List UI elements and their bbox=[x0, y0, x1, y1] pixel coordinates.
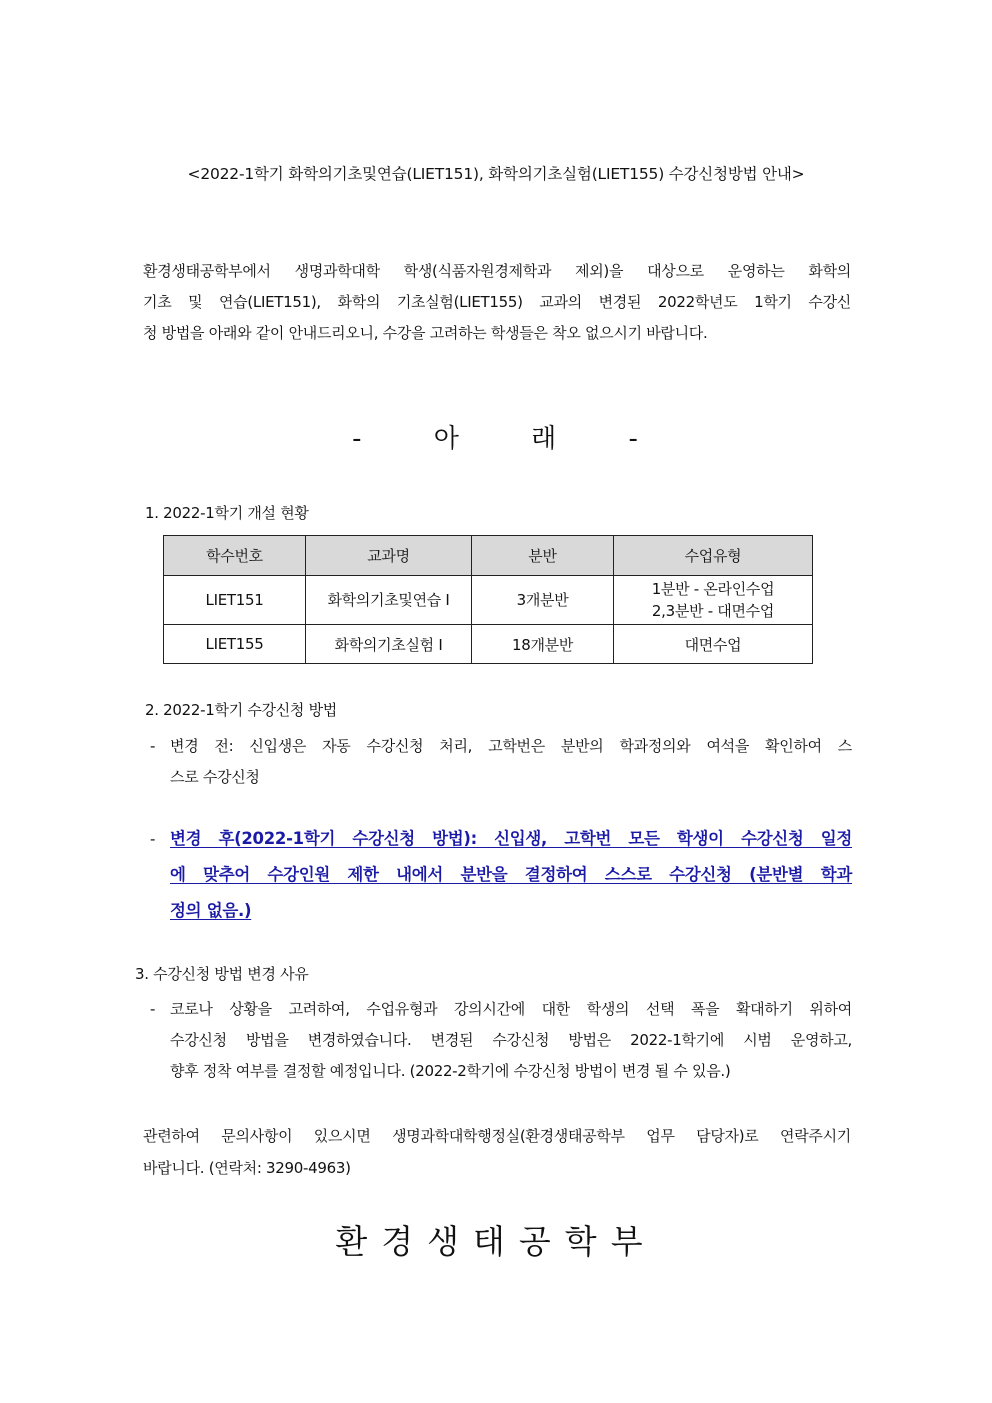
cell-type-line: 1분반 - 온라인수업 bbox=[651, 580, 775, 598]
contact-paragraph bbox=[143, 1120, 851, 1184]
before-change-item bbox=[150, 731, 852, 793]
cell-sections: 3개분반 bbox=[472, 576, 614, 625]
cell-type-line: 2,3분반 - 대면수업 bbox=[651, 602, 775, 620]
bullet-line bbox=[150, 1056, 852, 1087]
intro-paragraph bbox=[143, 256, 851, 349]
reason-item bbox=[150, 994, 852, 1087]
signature: 환경생태공학부 bbox=[335, 1222, 657, 1261]
bullet-line bbox=[150, 731, 852, 762]
section3-heading: 3. 수강신청 방법 변경 사유 bbox=[135, 965, 309, 983]
bullet-line bbox=[150, 857, 852, 893]
bullet-line bbox=[150, 1025, 852, 1056]
dash-marker: - bbox=[150, 830, 156, 848]
cell-type bbox=[614, 576, 813, 625]
intro-line: 청 방법을 아래와 같이 안내드리오니, 수강을 고려하는 학생들은 착오 없으시기 바랍니다. bbox=[143, 324, 708, 342]
dash-marker: - bbox=[150, 1000, 156, 1018]
bullet-line bbox=[150, 821, 852, 857]
bullet-line bbox=[150, 762, 852, 793]
table-header-row bbox=[164, 536, 813, 576]
table-row bbox=[164, 576, 813, 625]
contact-line: 관련하여 문의사항이 있으시면 생명과학대학행정실(환경생태공학부 업무 담당자)로 연락주시기 bbox=[143, 1127, 851, 1145]
before-text: 변경 전: 신입생은 자동 수강신청 처리, 고학번은 분반의 학과정의와 여석을 확인하여 스 bbox=[170, 737, 852, 755]
bullet-line bbox=[150, 893, 852, 929]
section1-heading: 1. 2022-1학기 개설 현황 bbox=[145, 504, 309, 522]
header-sections: 분반 bbox=[472, 536, 614, 576]
cell-course: 화학의기초실험 I bbox=[306, 625, 472, 664]
reason-text: 향후 정착 여부를 결정할 예정입니다. (2022-2학기에 수강신청 방법이 변경 될 수 있음.) bbox=[170, 1062, 731, 1080]
cell-type: 대면수업 bbox=[614, 625, 813, 664]
after-text: 변경 후(2022-1학기 수강신청 방법): 신입생, 고학번 모든 학생이 수강신청 일정 bbox=[170, 829, 852, 848]
header-code: 학수번호 bbox=[164, 536, 306, 576]
cell-code: LIET151 bbox=[164, 576, 306, 625]
notice-heading bbox=[0, 418, 992, 455]
cell-sections: 18개분반 bbox=[472, 625, 614, 664]
contact-line: 바랍니다. (연락처: 3290-4963) bbox=[143, 1159, 351, 1177]
header-type: 수업유형 bbox=[614, 536, 813, 576]
notice-heading-text: - 아 래 - bbox=[352, 424, 640, 454]
section2-heading: 2. 2022-1학기 수강신청 방법 bbox=[145, 701, 337, 719]
table-row bbox=[164, 625, 813, 664]
after-text: 정의 없음.) bbox=[170, 901, 252, 920]
intro-line: 환경생태공학부에서 생명과학대학 학생(식품자원경제학과 제외)을 대상으로 운영하는 화학의 bbox=[143, 262, 851, 280]
before-text: 스로 수강신청 bbox=[170, 768, 260, 786]
after-text: 에 맞추어 수강인원 제한 내에서 분반을 결정하여 스스로 수강신청 (분반별 학과 bbox=[170, 865, 852, 884]
dash-marker: - bbox=[150, 737, 156, 755]
course-status-table bbox=[163, 535, 813, 664]
cell-course: 화학의기초및연습 I bbox=[306, 576, 472, 625]
reason-text: 코로나 상황을 고려하여, 수업유형과 강의시간에 대한 학생의 선택 폭을 확대하기 위하여 bbox=[170, 1000, 852, 1018]
cell-code: LIET155 bbox=[164, 625, 306, 664]
after-change-item bbox=[150, 821, 852, 929]
bullet-line bbox=[150, 994, 852, 1025]
reason-text: 수강신청 방법을 변경하였습니다. 변경된 수강신청 방법은 2022-1학기에 시범 운영하고, bbox=[170, 1031, 852, 1049]
page-title: <2022-1학기 화학의기초및연습(LIET151), 화학의기초실험(LIET155) 수강신청방법 안내> bbox=[187, 165, 805, 183]
header-course: 교과명 bbox=[306, 536, 472, 576]
intro-line: 기초 및 연습(LIET151), 화학의 기초실험(LIET155) 교과의 변경된 2022학년도 1학기 수강신 bbox=[143, 293, 851, 311]
